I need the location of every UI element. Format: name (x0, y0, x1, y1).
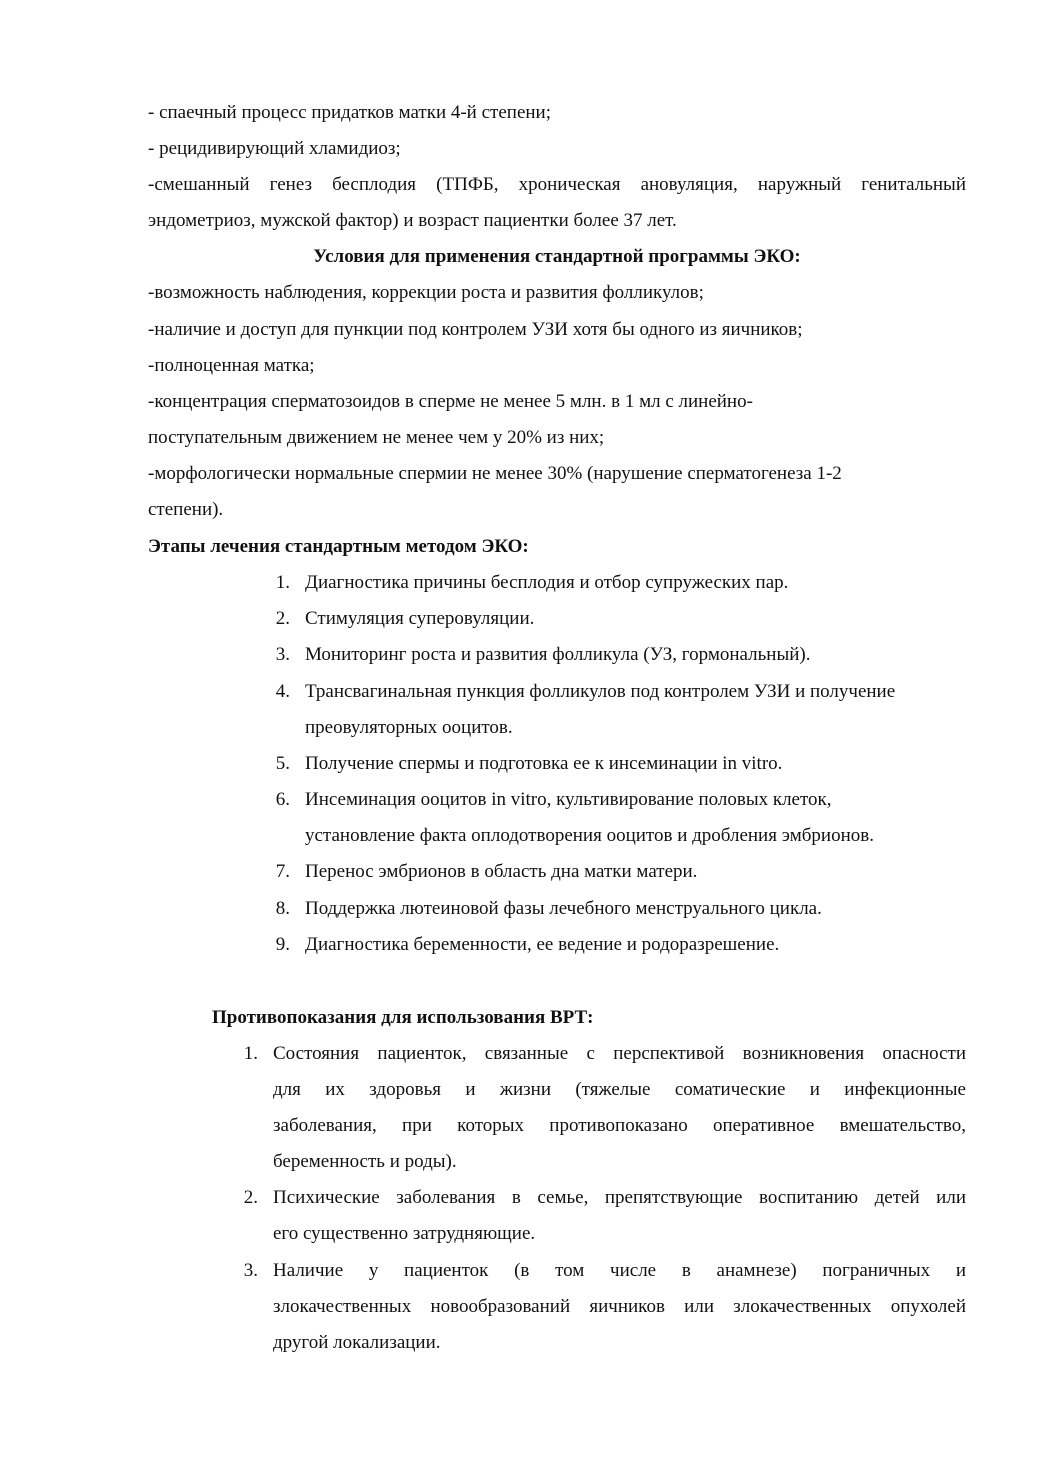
contra-text: Состояния пациенток, связанные с перспективой возникновения опасности (273, 1043, 966, 1064)
step-number: 3. (275, 644, 290, 665)
contra-text-continued: его существенно затрудняющие. (273, 1223, 536, 1244)
steps-heading: Этапы лечения стандартным методом ЭКО: (148, 536, 529, 557)
contra-text-continued: заболевания, при которых противопоказано оперативное вмешательство, (273, 1115, 966, 1136)
contra-number: 2. (243, 1187, 258, 1208)
step-text: Инсеминация ооцитов in vitro, культивирование половых клеток, (305, 789, 832, 810)
conditions-line-7: степени). (148, 499, 224, 520)
conditions-line-4: -концентрация сперматозоидов в сперме не менее 5 млн. в 1 мл с линейно- (148, 391, 753, 412)
contra-text: Наличие у пациенток (в том числе в анамнезе) пограничных и (273, 1260, 966, 1281)
step-number: 4. (275, 681, 290, 702)
step-number: 8. (275, 898, 290, 919)
conditions-heading: Условия для применения стандартной программы ЭКО: (313, 246, 801, 267)
conditions-line-6: -морфологически нормальные спермии не менее 30% (нарушение сперматогенеза 1-2 (148, 463, 842, 484)
step-text-continued: преовуляторных ооцитов. (305, 717, 513, 738)
step-text-continued: установление факта оплодотворения ооцитов и дробления эмбрионов. (305, 825, 874, 846)
intro-line-1: - спаечный процесс придатков матки 4-й степени; (148, 102, 551, 123)
step-text: Стимуляция суперовуляции. (305, 608, 535, 629)
step-text: Перенос эмбрионов в область дна матки матери. (305, 861, 698, 882)
contra-text: Психические заболевания в семье, препятствующие воспитанию детей или (273, 1187, 966, 1208)
contra-number: 1. (243, 1043, 258, 1064)
step-number: 7. (275, 861, 290, 882)
step-text: Поддержка лютеиновой фазы лечебного менструального цикла. (305, 898, 822, 919)
step-number: 6. (275, 789, 290, 810)
contra-number: 3. (243, 1260, 258, 1281)
step-text: Мониторинг роста и развития фолликула (УЗ, гормональный). (305, 644, 811, 665)
intro-line-3: -смешанный генез бесплодия (ТПФБ, хроническая ановуляция, наружный генитальный (148, 174, 966, 195)
step-number: 5. (275, 753, 290, 774)
intro-line-2: - рецидивирующий хламидиоз; (148, 138, 401, 159)
intro-line-4: эндометриоз, мужской фактор) и возраст пациентки более 37 лет. (148, 210, 677, 231)
step-text: Диагностика беременности, ее ведение и родоразрешение. (305, 934, 780, 955)
conditions-line-5: поступательным движением не менее чем у 20% из них; (148, 427, 605, 448)
contra-text-continued: для их здоровья и жизни (тяжелые соматические и инфекционные (273, 1079, 966, 1100)
contra-text-continued: другой локализации. (273, 1332, 441, 1353)
conditions-line-1: -возможность наблюдения, коррекции роста и развития фолликулов; (148, 282, 704, 303)
step-text: Трансвагинальная пункция фолликулов под контролем УЗИ и получение (305, 681, 896, 702)
step-text: Получение спермы и подготовка ее к инсеминации in vitro. (305, 753, 783, 774)
conditions-line-3: -полноценная матка; (148, 355, 315, 376)
step-number: 1. (275, 572, 290, 593)
contra-text-continued: беременность и роды). (273, 1151, 457, 1172)
conditions-line-2: -наличие и доступ для пункции под контролем УЗИ хотя бы одного из яичников; (148, 319, 803, 340)
step-text: Диагностика причины бесплодия и отбор супружеских пар. (305, 572, 789, 593)
step-number: 9. (275, 934, 290, 955)
contra-text-continued: злокачественных новообразований яичников или злокачественных опухолей (273, 1296, 966, 1317)
step-number: 2. (275, 608, 290, 629)
contraindications-heading: Противопоказания для использования ВРТ: (212, 1007, 594, 1028)
